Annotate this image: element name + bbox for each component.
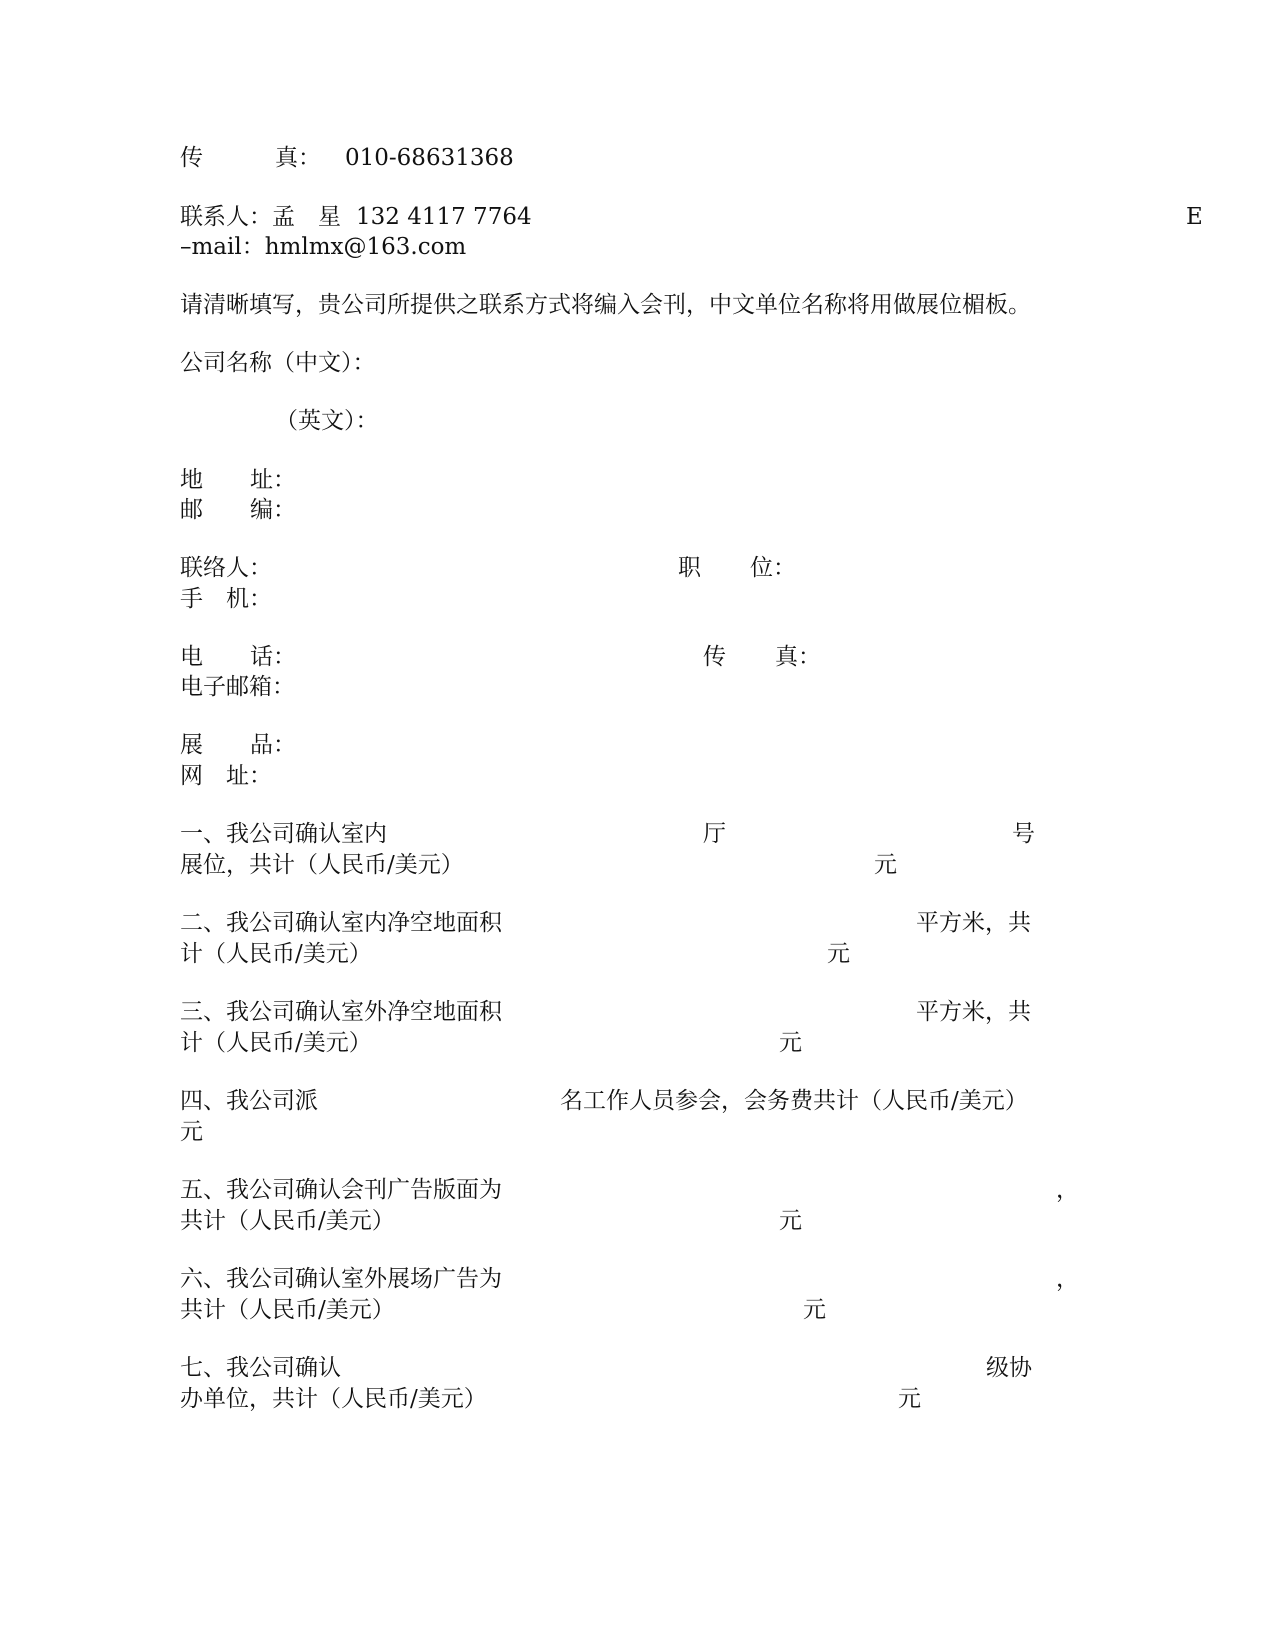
- email-label: 电子邮箱：: [180, 674, 295, 700]
- fax-label-suffix: 真：: [275, 145, 321, 171]
- email-prefix: E: [1186, 204, 1203, 230]
- item-7-total: 办单位，共计（人民币/美元）: [180, 1386, 487, 1412]
- item-1-yuan: 元: [874, 852, 897, 878]
- phone-label-suffix: 话：: [250, 644, 296, 670]
- item-4-text: 四、我公司派: [180, 1088, 318, 1114]
- item-5-total: 共计（人民币/美元）: [180, 1208, 395, 1234]
- item-5-text: 五、我公司确认会刊广告版面为: [180, 1177, 502, 1203]
- item-6-comma: ，: [1056, 1266, 1079, 1292]
- item-2-yuan: 元: [827, 941, 850, 967]
- item-7-yuan: 元: [898, 1386, 921, 1412]
- position-label: 职: [678, 555, 701, 581]
- item-3-text: 三、我公司确认室外净空地面积: [180, 999, 502, 1025]
- item-1-total: 展位，共计（人民币/美元）: [180, 852, 464, 878]
- position-label-suffix: 位：: [750, 555, 796, 581]
- mobile-label: 手 机：: [180, 586, 272, 612]
- address-label: 地: [180, 467, 203, 493]
- item-6-text: 六、我公司确认室外展场广告为: [180, 1266, 502, 1292]
- exhibits-label: 展: [180, 732, 203, 758]
- item-3-total: 计（人民币/美元）: [180, 1030, 372, 1056]
- company-cn-label: 公司名称（中文）：: [180, 350, 376, 376]
- item-2-area: 平方米，共: [916, 910, 1031, 936]
- postcode-label-suffix: 编：: [250, 497, 296, 523]
- item-6-total: 共计（人民币/美元）: [180, 1297, 395, 1323]
- item-7-text: 七、我公司确认: [180, 1355, 341, 1381]
- exhibits-label-suffix: 品：: [250, 732, 296, 758]
- website-label: 网 址：: [180, 763, 272, 789]
- fax-label: 传: [180, 145, 203, 171]
- item-5-yuan: 元: [779, 1208, 802, 1234]
- address-label-suffix: 址：: [250, 467, 296, 493]
- item-1-hall: 厅: [703, 821, 726, 847]
- item-3-area: 平方米，共: [916, 999, 1031, 1025]
- item-3-yuan: 元: [779, 1030, 802, 1056]
- postcode-label: 邮: [180, 497, 203, 523]
- form-fax-label: 传: [703, 644, 726, 670]
- item-2-text: 二、我公司确认室内净空地面积: [180, 910, 502, 936]
- item-1-number: 号: [1012, 821, 1035, 847]
- item-4-fee: 名工作人员参会，会务费共计（人民币/美元）: [560, 1088, 1028, 1114]
- phone-label: 电: [180, 644, 203, 670]
- item-1-text: 一、我公司确认室内: [180, 821, 387, 847]
- liaison-label: 联络人：: [180, 555, 272, 581]
- item-6-yuan: 元: [803, 1297, 826, 1323]
- item-7-level: 级协: [986, 1355, 1032, 1381]
- item-5-comma: ，: [1056, 1177, 1079, 1203]
- item-4-yuan: 元: [180, 1119, 203, 1145]
- instructions: 请清晰填写，贵公司所提供之联系方式将编入会刊，中文单位名称将用做展位楣板。: [180, 292, 1031, 318]
- form-fax-label-suffix: 真：: [775, 644, 821, 670]
- contact-person-phone: 132 4117 7764: [356, 204, 532, 230]
- company-en-label: （英文）：: [275, 408, 379, 434]
- fax-number: 010-68631368: [345, 145, 514, 171]
- item-2-total: 计（人民币/美元）: [180, 941, 372, 967]
- email-address: –mail：hmlmx@163.com: [180, 234, 467, 260]
- contact-person-label: 联系人：孟 星: [180, 204, 341, 230]
